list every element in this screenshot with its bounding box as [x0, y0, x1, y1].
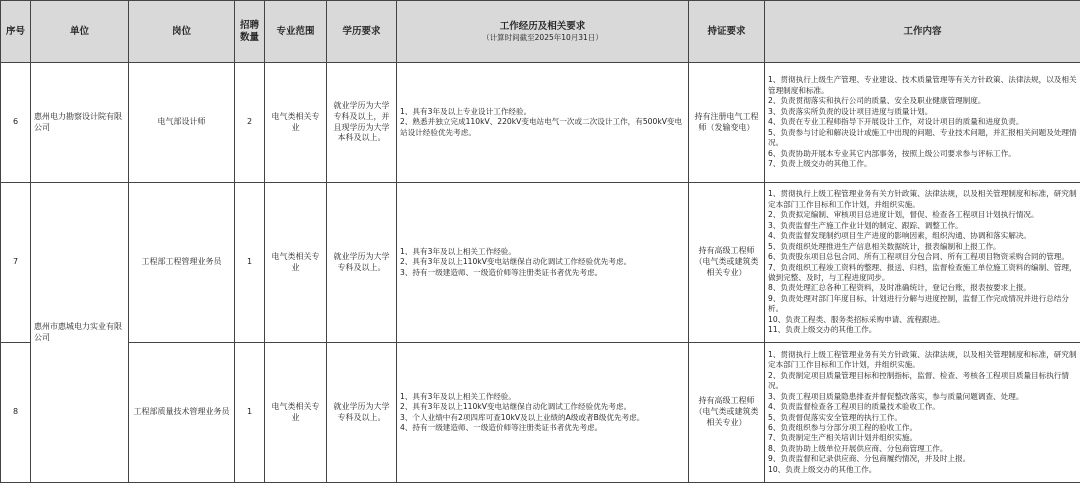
header-education: 学历要求: [327, 1, 397, 63]
experience-item: 2、具有3年及以上110kV变电站继保自动化调试工作经验优先考虑。: [400, 257, 685, 267]
table-row: [1, 63, 1080, 183]
experience-item: 2、具有3年及以上110kV变电站继保自动化调试工作经验优先考虑。: [400, 402, 685, 412]
header-seq: 序号: [1, 1, 31, 63]
duty-item: 6、负责股东项目总包合同、所有工程项目分包合同、所有工程项目物资采购合同的管理。: [768, 252, 1077, 262]
table-row: [1, 183, 1080, 343]
experience-item: 3、个人业绩中有2项四库可查10kV及以上业绩的A级或者B级优先考虑。: [400, 413, 685, 423]
header-unit: 单位: [31, 1, 129, 63]
duty-item: 7、负责制定生产相关培训计划并组织实施。: [768, 433, 1077, 443]
row-seq: 8: [1, 343, 31, 483]
row-unit: 惠州市惠城电力实业有限公司: [31, 183, 129, 483]
row-position: 工程部质量技术管理业务员: [129, 343, 235, 483]
row-experience: [397, 183, 689, 343]
row-seq: 6: [1, 63, 31, 183]
duty-item: 3、负责落实所负责的设计项目进度与质量计划。: [768, 107, 1077, 117]
duty-item: 2、负责贯彻落实和执行公司的质量、安全及职业健康管理制度。: [768, 96, 1077, 106]
duty-item: 4、负责监督发现制约项目生产进度的影响因素，组织沟通、协调和落实解决。: [768, 231, 1077, 241]
row-duties: [765, 63, 1080, 183]
header-major: 专业范围: [265, 1, 327, 63]
duty-item: 4、负责在专业工程师指导下开展设计工作，对设计项目的质量和进度负责。: [768, 117, 1077, 127]
row-major: 电气类相关专业: [265, 183, 327, 343]
duty-item: 9、负责处理对部门年度目标、计划进行分解与进度控制，监督工作完成情况并进行总结分析。: [768, 294, 1077, 315]
duty-item: 3、负责监督生产施工作业计划的制定、跟踪、调整工作。: [768, 221, 1077, 231]
header-certificate: 持证要求: [689, 1, 765, 63]
duty-item: 10、负责工程类、服务类招标采购申请、流程跟进。: [768, 315, 1077, 325]
duty-item: 7、负责上级交办的其他工作。: [768, 159, 1077, 169]
row-certificate: 持有注册电气工程师（发输变电）: [689, 63, 765, 183]
duty-item: 1、贯彻执行上级生产管理、专业建设、技术质量管理等有关方针政策、法律法规，以及相关管理制度和标准。: [768, 75, 1077, 96]
row-seq: 7: [1, 183, 31, 343]
duty-item: 4、负责监督检查各工程项目的质量技术验收工作。: [768, 402, 1077, 412]
duty-item: 9、负责监督和记录供应商、分包商履约情况，并及时上报。: [768, 454, 1077, 464]
header-count: [235, 1, 265, 63]
duty-item: 8、负责协助上级单位开展供应商、分包商管理工作。: [768, 444, 1077, 454]
experience-item: 1、具有3年及以上相关工作经验。: [400, 247, 685, 257]
header-experience: [397, 1, 689, 63]
header-count-line2: 数量: [238, 32, 261, 44]
row-education: 就业学历为大学专科及以上。: [327, 183, 397, 343]
row-education: 就业学历为大学专科及以上，并且现学历为大学本科及以上。: [327, 63, 397, 183]
duty-item: 7、负责组织工程竣工资料的整理、报送、归档，监督检查施工单位施工资料的编制、管理，做到完整、及时，与工程进度同步。: [768, 263, 1077, 284]
row-count: 1: [235, 183, 265, 343]
row-count: 1: [235, 343, 265, 483]
row-position: 电气部设计师: [129, 63, 235, 183]
table-row: [1, 343, 1080, 483]
row-major: 电气类相关专业: [265, 343, 327, 483]
row-certificate: 持有高级工程师（电气类或建筑类相关专业）: [689, 183, 765, 343]
duty-item: 6、负责组织参与分部分项工程的验收工作。: [768, 423, 1077, 433]
duty-item: 2、负责拟定编制、审核项目总进度计划，督促、检查各工程项目计划执行情况。: [768, 210, 1077, 220]
header-position: 岗位: [129, 1, 235, 63]
header-duties: 工作内容: [765, 1, 1080, 63]
experience-item: 4、持有一级建造师、一级造价师等注册类证书者优先考虑。: [400, 423, 685, 433]
header-count-line1: 招聘: [238, 20, 261, 32]
duty-item: 5、负责督促落实安全管理的执行工作。: [768, 413, 1077, 423]
row-unit: 惠州电力勘察设计院有限公司: [31, 63, 129, 183]
row-duties: [765, 183, 1080, 343]
experience-item: 3、持有一级建造师、一级造价师等注册类证书者优先考虑。: [400, 268, 685, 278]
header-row: [1, 1, 1080, 63]
duty-item: 5、负责组织处理推进生产信息相关数据统计，报表编制和上报工作。: [768, 242, 1077, 252]
duty-item: 2、负责制定项目质量管理目标和控制指标，监督、检查、考核各工程项目质量目标执行情况。: [768, 371, 1077, 392]
experience-item: 2、熟悉并独立完成110kV、220kV变电站电气一次或二次设计工作，有500kV变电站设计经验优先考虑。: [400, 117, 685, 138]
duty-item: 8、负责处理汇总各种工程资料，及时准确统计，登记台账，报表按要求上报。: [768, 283, 1077, 293]
duty-item: 11、负责上级交办的其他工作。: [768, 325, 1077, 335]
row-count: 2: [235, 63, 265, 183]
row-experience: [397, 343, 689, 483]
row-experience: [397, 63, 689, 183]
duty-item: 10、负责上级交办的其他工作。: [768, 465, 1077, 475]
experience-item: 1、具有3年及以上专业设计工作经验。: [400, 107, 685, 117]
experience-item: 1、具有3年及以上相关工作经验。: [400, 392, 685, 402]
header-experience-title: 工作经历及相关要求: [400, 21, 685, 33]
row-major: 电气类相关专业: [265, 63, 327, 183]
header-experience-sub: （计算时间截至2025年10月31日）: [400, 33, 685, 42]
duty-item: 3、负责工程项目质量隐患排查并督促整改落实，参与质量问题调查、处理。: [768, 392, 1077, 402]
duty-item: 1、贯彻执行上级工程管理业务有关方针政策、法律法规，以及相关管理制度和标准，研究制定本部门工作目标和工作计划，并组织实施。: [768, 189, 1077, 210]
duty-item: 6、负责协助开展本专业其它内部事务，按照上级公司要求参与评标工作。: [768, 149, 1077, 159]
row-duties: [765, 343, 1080, 483]
row-position: 工程部工程管理业务员: [129, 183, 235, 343]
duty-item: 1、贯彻执行上级工程管理业务有关方针政策、法律法规，以及相关管理制度和标准，研究制定本部门工作目标和工作计划，并组织实施。: [768, 350, 1077, 371]
row-education: 就业学历为大学专科及以上。: [327, 343, 397, 483]
row-certificate: 持有高级工程师（电气类或建筑类相关专业）: [689, 343, 765, 483]
duty-item: 5、负责参与讨论和解决设计或施工中出现的问题、专业技术问题，并汇报相关问题及处理情况。: [768, 128, 1077, 149]
